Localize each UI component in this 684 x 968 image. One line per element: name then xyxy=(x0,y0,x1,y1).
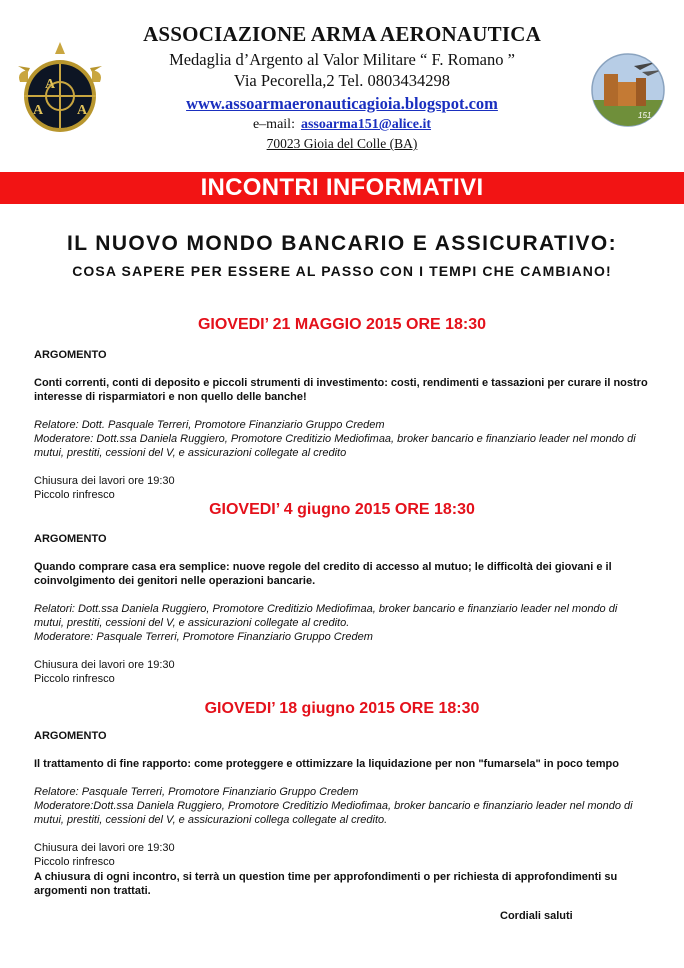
topic-label: ARGOMENTO xyxy=(34,533,107,545)
speaker-text: Relatore: Pasquale Terreri, Promotore Finanziario Gruppo Credem xyxy=(34,786,359,798)
moderator-text: Moderatore:Dott.ssa Daniela Ruggiero, Promotore Creditizio Mediofimaa, broker bancario e finanziario leader nel mondo di mutui, prestiti, cessioni del V, e assicurazioni collega collegate al credito. xyxy=(34,800,633,826)
page-title: IL NUOVO MONDO BANCARIO E ASSICURATIVO: xyxy=(66,232,618,255)
closing-time: Chiusura dei lavori ore 19:30 xyxy=(34,475,175,487)
badge-number: 151 xyxy=(638,111,652,120)
speaker-text: Relatori: Dott.ssa Daniela Ruggiero, Promotore Creditizio Mediofimaa, broker bancario e finanziario leader nel mondo di mutui, prestiti, cessioni del V, e assicurazioni collegate al credito. xyxy=(34,603,618,629)
event-date: GIOVEDI’ 18 giugno 2015 ORE 18:30 xyxy=(204,700,480,717)
event-details xyxy=(34,532,650,686)
email-line xyxy=(0,117,684,133)
website-link[interactable]: www.assoarmaeronauticagioia.blogspot.com xyxy=(186,94,498,113)
event-date: GIOVEDI’ 21 MAGGIO 2015 ORE 18:30 xyxy=(197,316,487,333)
topic-label: ARGOMENTO xyxy=(34,349,107,361)
closing-time: Chiusura dei lavori ore 19:30 xyxy=(34,659,175,671)
emblem-letter: A xyxy=(44,77,56,92)
topic-text: Il trattamento di fine rapporto: come proteggere e ottimizzare la liquidazione per non "fumarsela" in poco tempo xyxy=(34,758,619,770)
address-line: Via Pecorella,2 Tel. 0803434298 xyxy=(233,71,451,90)
page-subtitle: COSA SAPERE PER ESSERE AL PASSO CON I TEMPI CHE CAMBIANO! xyxy=(72,263,612,279)
signoff: Cordiali saluti xyxy=(500,910,573,922)
moderator-text: Moderatore: Dott.ssa Daniela Ruggiero, Promotore Creditizio Mediofimaa, broker bancario e finanziario leader nel mondo di mutui, prestiti, cessioni del V, e assicurazioni collegate al credito xyxy=(34,433,636,459)
topic-text: Conti correnti, conti di deposito e piccoli strumenti di investimento: costi, rendimenti e tassazioni per curare il nostro interesse di risparmiatori e non quello delle banche! xyxy=(34,377,648,403)
event-details xyxy=(34,348,650,502)
email-link[interactable]: assoarma151@alice.it xyxy=(300,117,432,132)
squadron-badge-icon xyxy=(590,52,666,128)
event-details xyxy=(34,729,650,869)
refreshment-note: Piccolo rinfresco xyxy=(34,673,115,685)
refreshment-note: Piccolo rinfresco xyxy=(34,856,115,868)
letterhead xyxy=(0,0,684,160)
organization-name: ASSOCIAZIONE ARMA AERONAUTICA xyxy=(143,22,541,46)
final-note: A chiusura di ogni incontro, si terrà un question time per approfondimenti o per richiesta di approfondimenti su argomenti non trattati. xyxy=(34,871,618,897)
topic-text: Quando comprare casa era semplice: nuove regole del credito di accesso al mutuo; le difficoltà dei giovani e il coinvolgimento dei genitori nelle operazioni bancarie. xyxy=(34,561,612,587)
email-label: e–mail: xyxy=(252,117,295,132)
topic-label: ARGOMENTO xyxy=(34,730,107,742)
medal-line: Medaglia d’Argento al Valor Militare “ F. Romano ” xyxy=(169,50,515,69)
city-line: 70023 Gioia del Colle (BA) xyxy=(266,136,418,151)
moderator-text: Moderatore: Pasquale Terreri, Promotore Finanziario Gruppo Credem xyxy=(34,631,373,643)
emblem-letter: A xyxy=(32,103,44,118)
event-date: GIOVEDI’ 4 giugno 2015 ORE 18:30 xyxy=(209,501,475,518)
emblem-letter: A xyxy=(76,103,88,118)
closing-time: Chiusura dei lavori ore 19:30 xyxy=(34,842,175,854)
refreshment-note: Piccolo rinfresco xyxy=(34,489,115,501)
section-banner: INCONTRI INFORMATIVI xyxy=(0,172,684,204)
speaker-text: Relatore: Dott. Pasquale Terreri, Promotore Finanziario Gruppo Credem xyxy=(34,419,385,431)
